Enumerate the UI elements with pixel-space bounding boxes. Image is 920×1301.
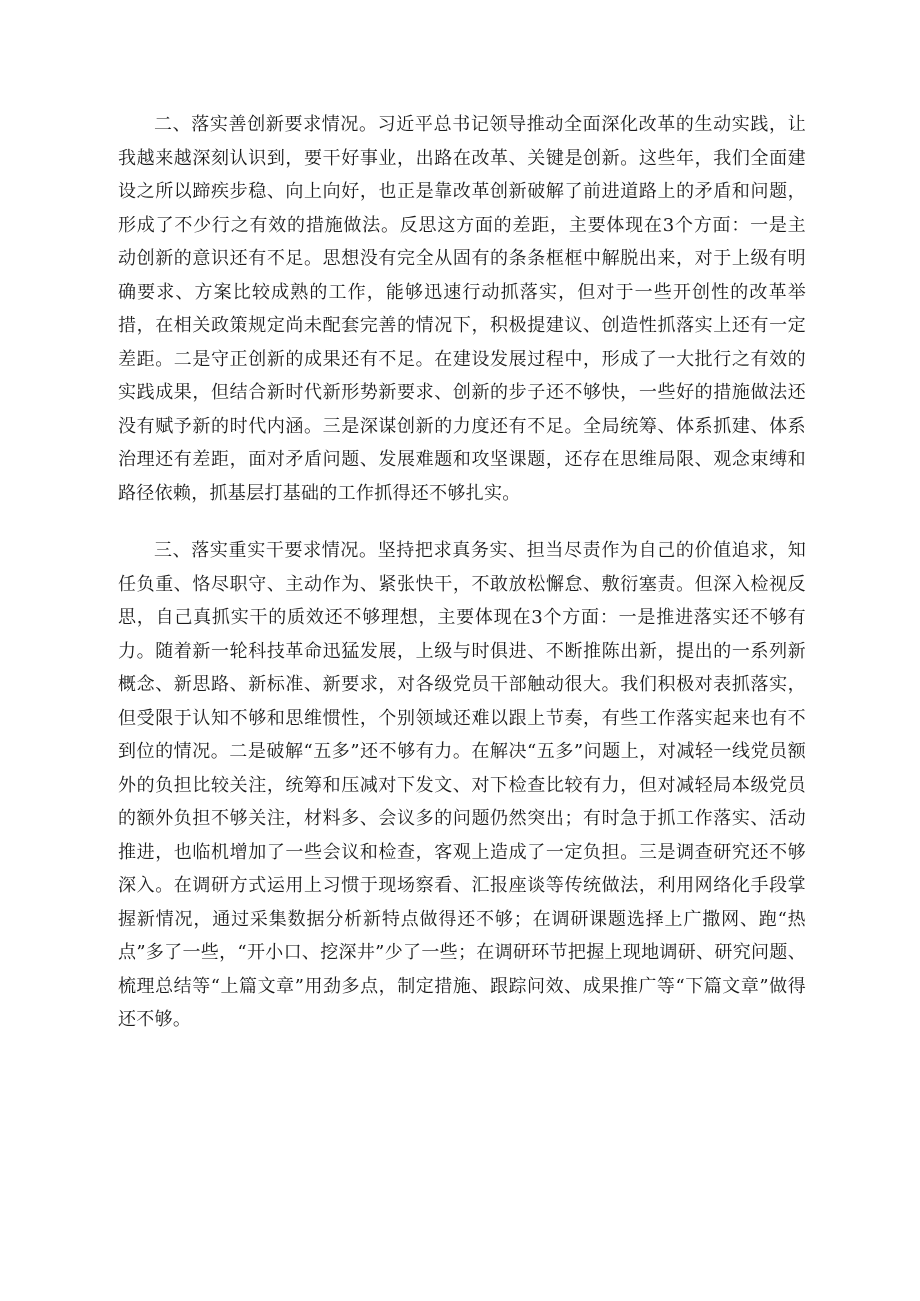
paragraph-section-2-innovation: 二、落实善创新要求情况。习近平总书记领导推动全面深化改革的生动实践，让我越来越深刻认识到，要干好事业，出路在改革、关键是创新。这些年，我们全面建设之所以蹄疾步稳、向上向好，也正是靠改革创新破解了前进道路上的矛盾和问题，形成了不少行之有效的措施做法。反思这方面的差距，主要体现在3个方面：一是主动创新的意识还有不足。思想没有完全从固有的条条框框中解脱出来，对于上级有明确要求、方案比较成熟的工作，能够迅速行动抓落实，但对于一些开创性的改革举措，在相关政策规定尚未配套完善的情况下，积极提建议、创造性抓落实上还有一定差距。二是守正创新的成果还有不足。在建设发展过程中，形成了一大批行之有效的实践成果，但结合新时代新形势新要求、创新的步子还不够快，一些好的措施做法还没有赋予新的时代内涵。三是深谋创新的力度还有不足。全局统筹、体系抓建、体系治理还有差距，面对矛盾问题、发展难题和攻坚课题，还存在思维局限、观念束缚和路径依赖，抓基层打基础的工作抓得还不够扎实。 xyxy=(118,114,806,504)
paragraph-section-3-practical-work: 三、落实重实干要求情况。坚持把求真务实、担当尽责作为自己的价值追求，知任负重、恪尽职守、主动作为、紧张快干，不敢放松懈怠、敷衍塞责。但深入检视反思，自己真抓实干的质效还不够理想，主要体现在3个方面：一是推进落实还不够有力。随着新一轮科技革命迅猛发展，上级与时俱进、不断推陈出新，提出的一系列新概念、新思路、新标准、新要求，对各级党员干部触动很大。我们积极对表抓落实，但受限于认知不够和思维惯性，个别领域还难以跟上节奏，有些工作落实起来也有不到位的情况。二是破解“五多”还不够有力。在解决“五多”问题上，对减轻一线党员额外的负担比较关注，统筹和压减对下发文、对下检查比较有力，但对减轻局本级党员的额外负担不够关注，材料多、会议多的问题仍然突出；有时急于抓工作落实、活动推进，也临机增加了一些会议和检查，客观上造成了一定负担。三是调查研究还不够深入。在调研方式运用上习惯于现场察看、汇报座谈等传统做法，利用网络化手段掌握新情况，通过采集数据分析新特点做得还不够；在调研课题选择上广撒网、跑“热点”多了一些，“开小口、挖深井”少了一些；在调研环节把握上现地调研、研究问题、梳理总结等“上篇文章”用劲多点，制定措施、跟踪问效、成果推广等“下篇文章”做得还不够。 xyxy=(118,540,806,1030)
document-page xyxy=(118,108,806,1037)
